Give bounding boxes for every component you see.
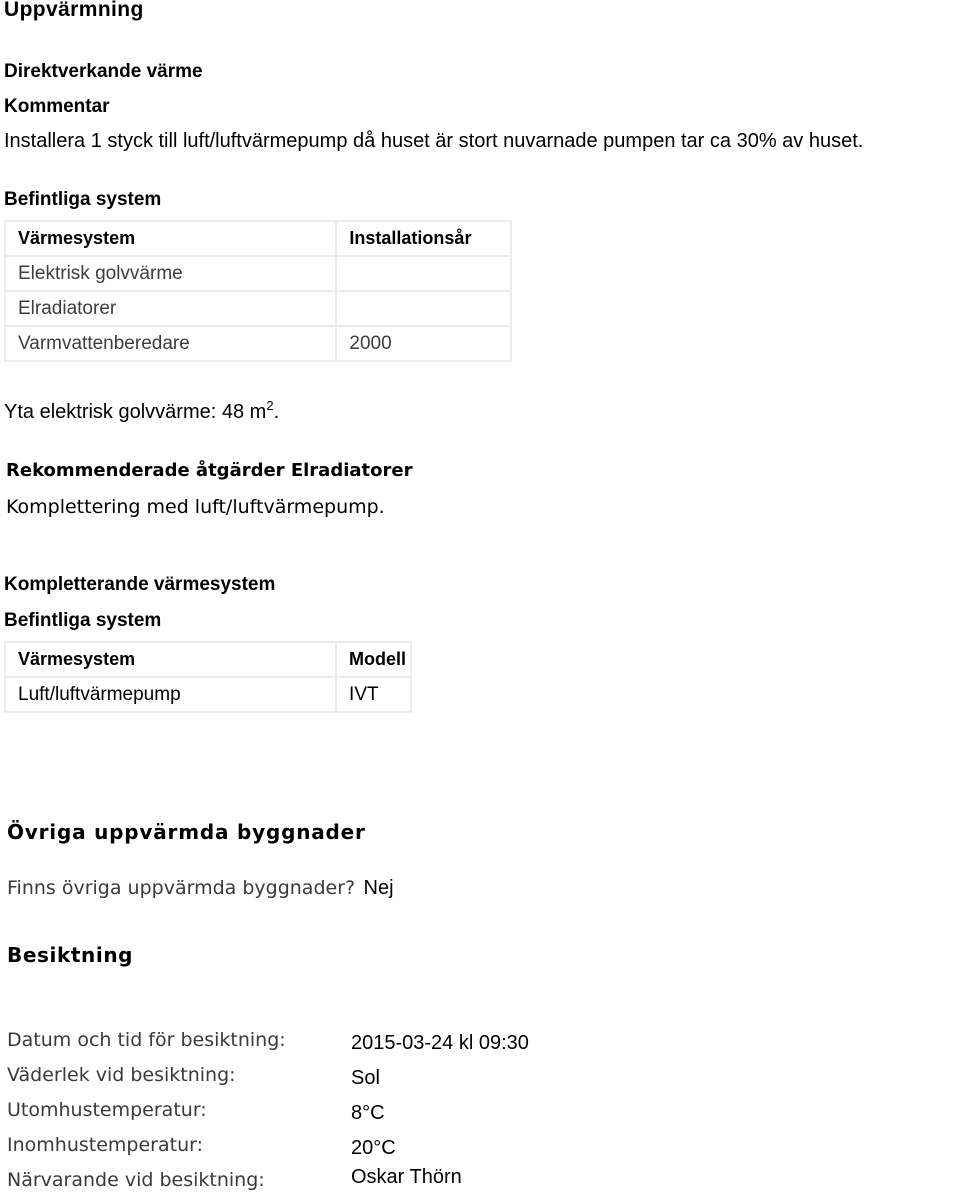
- supplementary-heating-heading: Kompletterande värmesystem: [4, 574, 276, 595]
- cell-system: Varmvattenberedare: [5, 326, 336, 361]
- other-buildings-heading: Övriga uppvärmda byggnader: [7, 820, 366, 844]
- cell-system: Elektrisk golvvärme: [5, 256, 336, 291]
- table-row: [5, 256, 511, 291]
- inspection-label-datetime: Datum och tid för besiktning:: [7, 1029, 286, 1051]
- recommended-measures-text: Komplettering med luft/luftvärmepump.: [6, 496, 385, 518]
- inspection-value-present: Oskar Thörn: [351, 1166, 462, 1188]
- other-buildings-row: [7, 877, 394, 900]
- supplementary-systems-table: [4, 641, 412, 713]
- existing-systems-heading: Befintliga system: [4, 189, 162, 210]
- inspection-label-weather: Väderlek vid besiktning:: [7, 1064, 236, 1086]
- existing-systems-table: [4, 220, 512, 362]
- column-header-model: Modell: [336, 642, 411, 677]
- inspection-value-weather: Sol: [351, 1067, 380, 1089]
- inspection-value-indoor-temp: 20°C: [351, 1137, 396, 1159]
- inspection-label-indoor-temp: Inomhustemperatur:: [7, 1134, 203, 1156]
- column-header-system: Värmesystem: [5, 221, 336, 256]
- page-title: Uppvärmning: [4, 0, 144, 21]
- cell-year: [336, 256, 511, 291]
- inspection-heading: Besiktning: [7, 943, 134, 967]
- floor-area-text: Yta elektrisk golvvärme: 48 m: [4, 401, 267, 423]
- cell-model: IVT: [336, 677, 411, 712]
- inspection-value-datetime: 2015-03-24 kl 09:30: [351, 1032, 529, 1054]
- cell-system: Luft/luftvärmepump: [5, 677, 336, 712]
- table-row: [5, 677, 411, 712]
- column-header-install-year: Installationsår: [336, 221, 511, 256]
- cell-year: [336, 291, 511, 326]
- recommended-measures-heading: Rekommenderade åtgärder Elradiatorer: [6, 460, 413, 481]
- other-buildings-answer: Nej: [363, 877, 394, 899]
- table-header-row: [5, 642, 411, 677]
- floor-heating-area: [4, 398, 279, 424]
- floor-area-suffix: .: [273, 401, 280, 423]
- inspection-label-outdoor-temp: Utomhustemperatur:: [7, 1099, 207, 1121]
- inspection-label-present: Närvarande vid besiktning:: [7, 1169, 265, 1191]
- column-header-system: Värmesystem: [5, 642, 336, 677]
- supplementary-existing-heading: Befintliga system: [4, 610, 162, 631]
- other-buildings-question: Finns övriga uppvärmda byggnader?: [7, 877, 356, 899]
- table-row: [5, 291, 511, 326]
- comment-text: Installera 1 styck till luft/luftvärmepump då huset är stort nuvarnade pumpen tar ca 30% av huset.: [4, 130, 864, 152]
- floor-area-unit-exponent: 2: [266, 398, 274, 413]
- direct-heating-heading: Direktverkande värme: [4, 61, 203, 82]
- table-header-row: [5, 221, 511, 256]
- cell-year: 2000: [336, 326, 511, 361]
- cell-system: Elradiatorer: [5, 291, 336, 326]
- comment-label: Kommentar: [4, 96, 110, 117]
- inspection-value-outdoor-temp: 8°C: [351, 1102, 385, 1124]
- table-row: [5, 326, 511, 361]
